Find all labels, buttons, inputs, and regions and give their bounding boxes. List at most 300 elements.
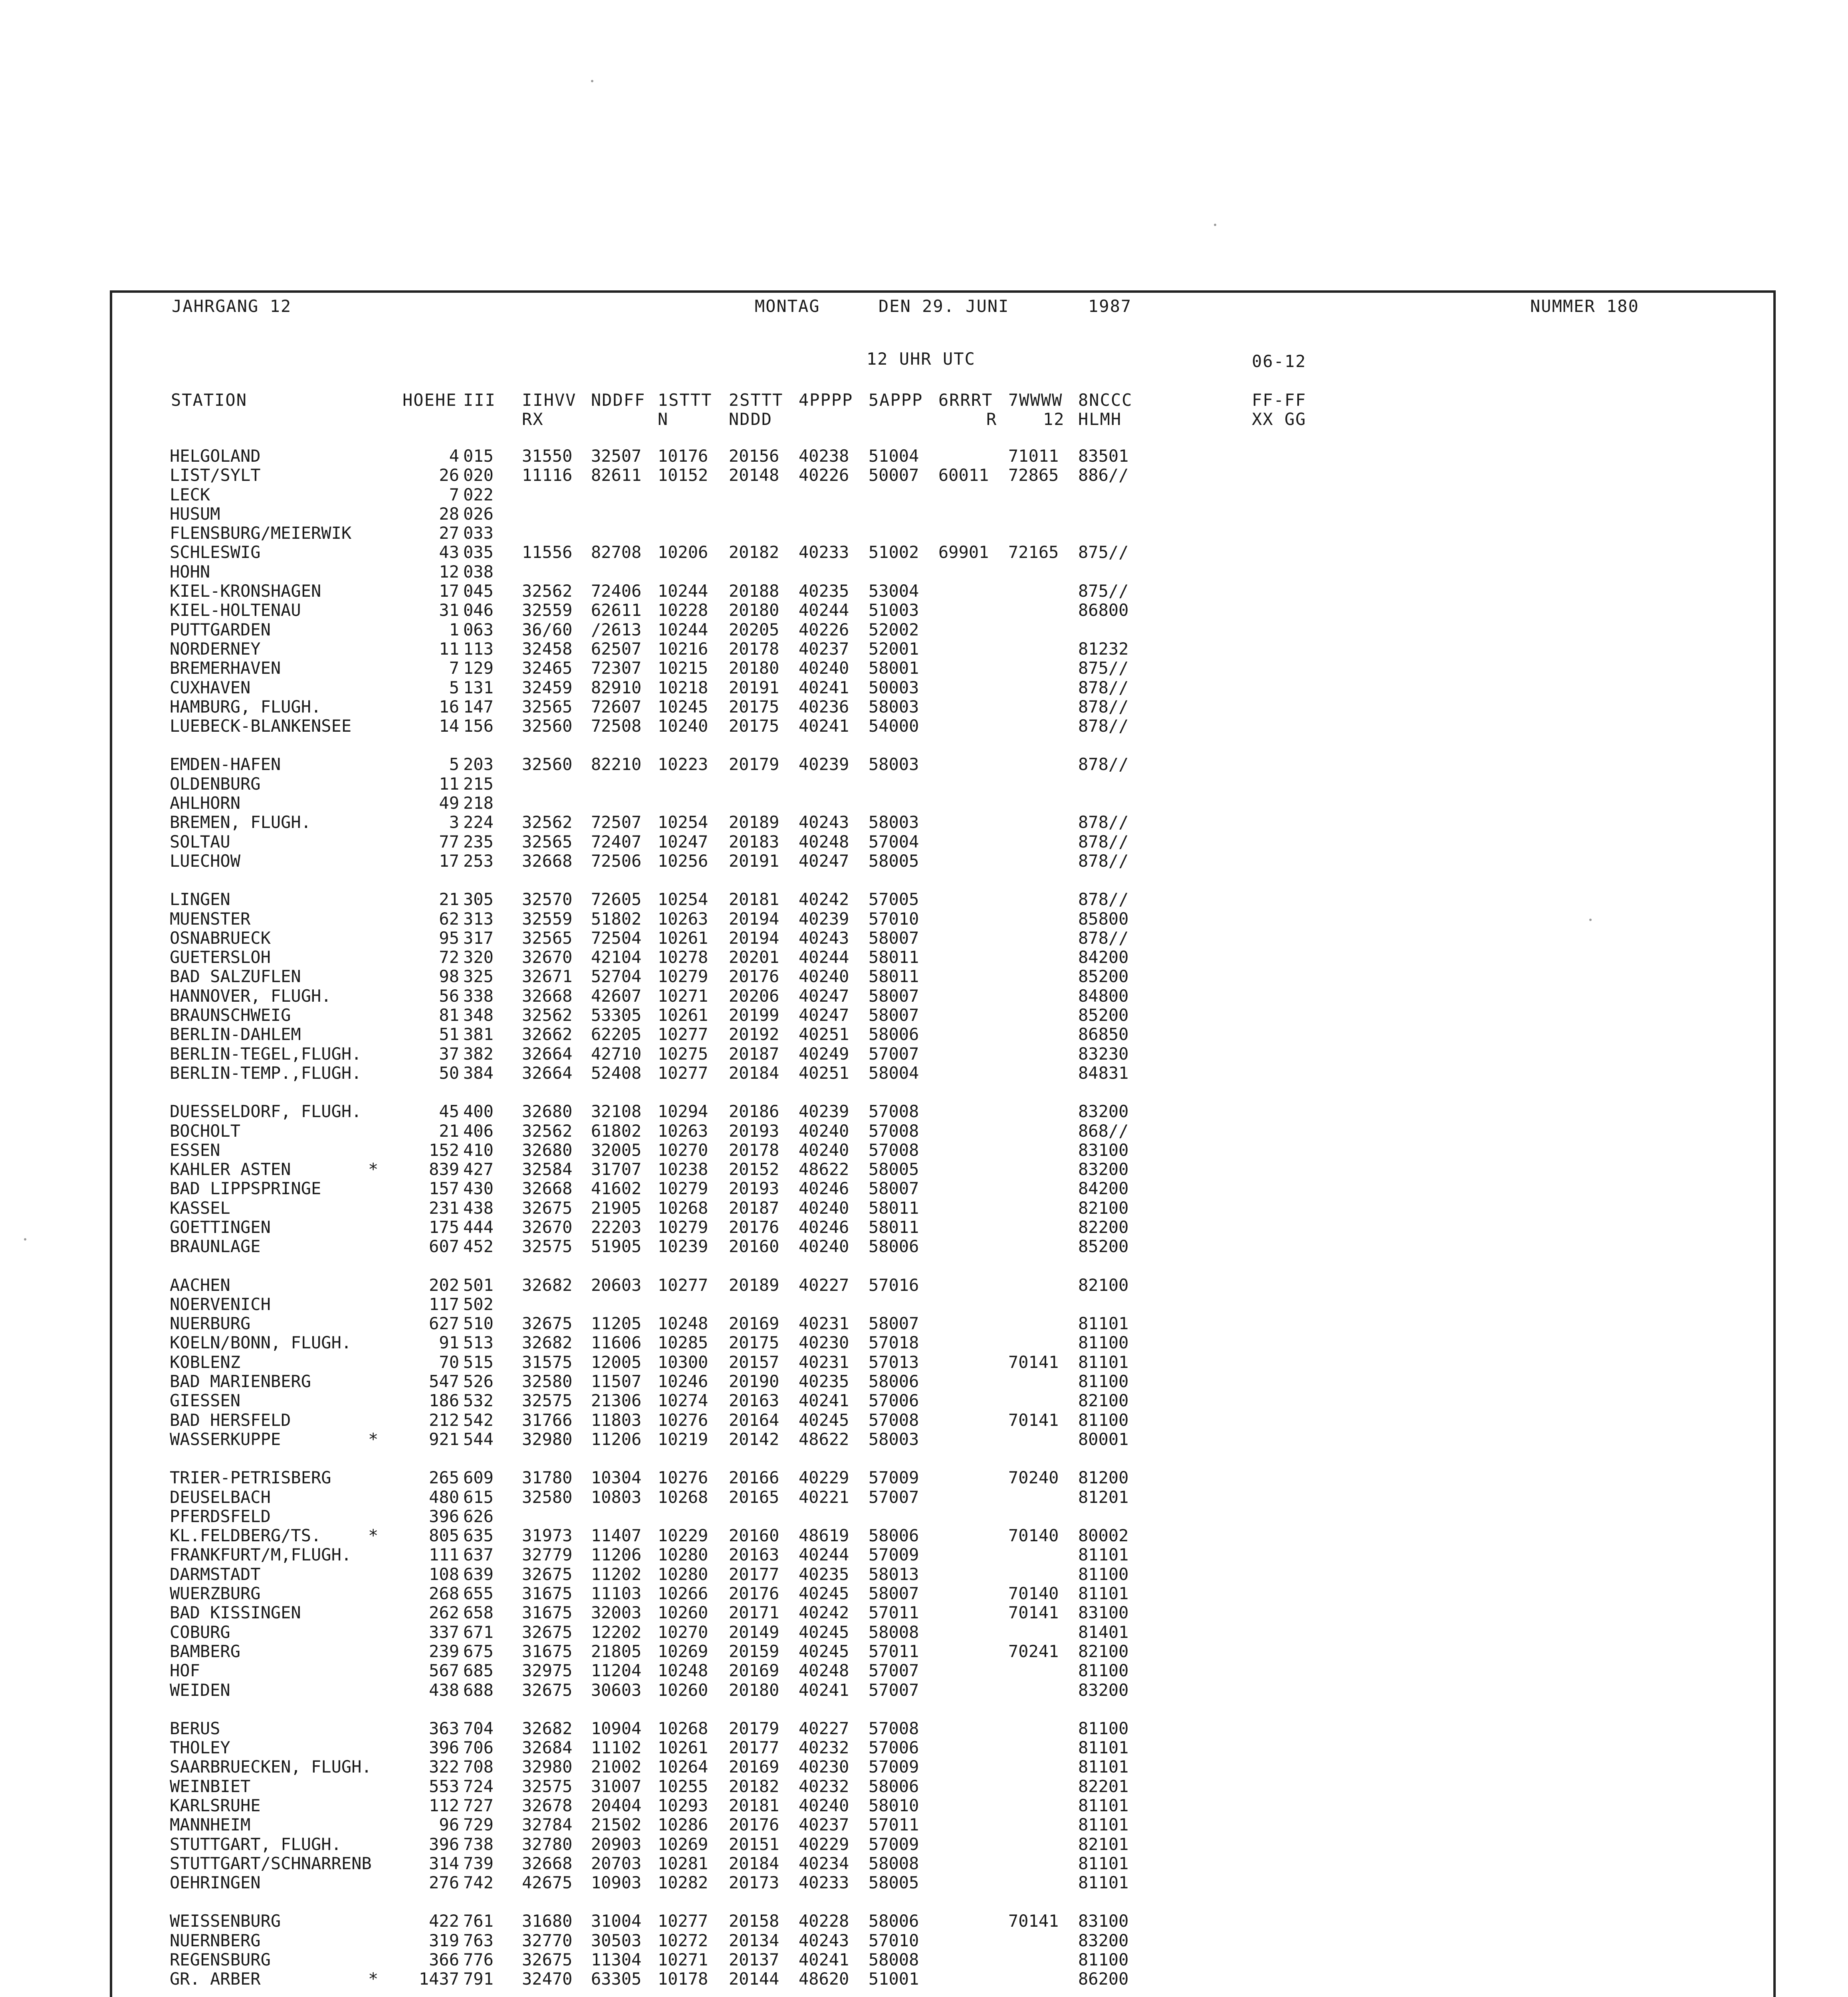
station-number: 655	[463, 1584, 494, 1604]
station-height: 839	[429, 1159, 459, 1179]
station-name: BOCHOLT	[170, 1121, 241, 1141]
station-number: 739	[463, 1853, 494, 1873]
cell-4pppp: 40240	[799, 967, 849, 987]
station-number: 688	[463, 1680, 494, 1700]
station-number: 348	[463, 1005, 494, 1025]
cell-4pppp: 40238	[799, 446, 849, 466]
cell-iihvv: 31780	[522, 1468, 573, 1488]
station-name: WEISSENBURG	[170, 1911, 281, 1931]
cell-nddff: 11205	[591, 1314, 642, 1334]
cell-5appp: 57018	[868, 1333, 919, 1353]
cell-4pppp: 40239	[799, 909, 849, 929]
station-row	[170, 524, 1368, 543]
cell-nddff: 21805	[591, 1641, 642, 1661]
cell-6rrrt: 60011	[938, 465, 989, 485]
station-row	[170, 1295, 1368, 1314]
station-row	[170, 1333, 1368, 1352]
station-number: 046	[463, 600, 494, 620]
station-number: 033	[463, 523, 494, 543]
station-height: 12	[439, 562, 459, 582]
cell-2sttt: 20160	[729, 1526, 779, 1546]
station-height: 314	[429, 1853, 459, 1873]
station-height: 51	[439, 1024, 459, 1044]
cell-5appp: 58005	[868, 1159, 919, 1179]
station-height: 45	[439, 1102, 459, 1122]
cell-nddff: 82910	[591, 677, 642, 697]
station-name: DEUSELBACH	[170, 1487, 271, 1507]
station-height: 49	[439, 793, 459, 813]
station-name: BAD MARIENBERG	[170, 1372, 311, 1392]
cell-8nccc: 81232	[1078, 639, 1129, 659]
cell-1sttt: 10277	[658, 1275, 708, 1295]
cell-iihvv: 32565	[522, 832, 573, 852]
cell-8nccc: 85200	[1078, 1237, 1129, 1257]
cell-iihvv: 32779	[522, 1545, 573, 1565]
cell-5appp: 51004	[868, 446, 919, 466]
station-name: HUSUM	[170, 504, 220, 524]
station-row	[170, 1199, 1368, 1218]
cell-1sttt: 10260	[658, 1603, 708, 1623]
station-height: 26	[439, 465, 459, 485]
station-height: 396	[429, 1834, 459, 1854]
station-number: 515	[463, 1352, 494, 1372]
cell-nddff: 11803	[591, 1410, 642, 1430]
cell-1sttt: 10269	[658, 1834, 708, 1854]
station-height: 337	[429, 1622, 459, 1642]
station-name: AHLHORN	[170, 793, 241, 813]
cell-5appp: 58011	[868, 1198, 919, 1218]
cell-5appp: 52002	[868, 619, 919, 639]
cell-2sttt: 20180	[729, 1680, 779, 1700]
cell-4pppp: 40234	[799, 1853, 849, 1873]
cell-1sttt: 10261	[658, 1738, 708, 1758]
station-height: 108	[429, 1564, 459, 1584]
station-height: 422	[429, 1911, 459, 1931]
cell-8nccc: 82100	[1078, 1275, 1129, 1295]
col-1sttt: 1STTT	[658, 390, 712, 410]
cell-2sttt: 20175	[729, 1333, 779, 1353]
station-height: 96	[439, 1815, 459, 1835]
station-height: 276	[429, 1873, 459, 1893]
station-name: REGENSBURG	[170, 1950, 271, 1970]
cell-4pppp: 40241	[799, 1680, 849, 1700]
cell-iihvv: 32682	[522, 1718, 573, 1738]
station-row	[170, 1931, 1368, 1950]
station-row	[170, 1777, 1368, 1796]
cell-nddff: 72407	[591, 832, 642, 852]
cell-iihvv: 32980	[522, 1757, 573, 1777]
cell-8nccc: 83230	[1078, 1044, 1129, 1064]
cell-4pppp: 40246	[799, 1217, 849, 1237]
station-number: 708	[463, 1757, 494, 1777]
cell-4pppp: 40230	[799, 1333, 849, 1353]
station-row	[170, 485, 1368, 504]
station-row	[170, 1526, 1368, 1545]
station-number: 045	[463, 581, 494, 601]
cell-nddff: 10803	[591, 1487, 642, 1507]
cell-2sttt: 20184	[729, 1063, 779, 1083]
station-name: ESSEN	[170, 1140, 220, 1160]
cell-5appp: 57007	[868, 1044, 919, 1064]
station-name: BERUS	[170, 1718, 220, 1738]
station-number: 063	[463, 619, 494, 639]
station-number: 305	[463, 889, 494, 909]
cell-1sttt: 10238	[658, 1159, 708, 1179]
cell-5appp: 58006	[868, 1526, 919, 1546]
cell-5appp: 58003	[868, 754, 919, 774]
cell-5appp: 58003	[868, 812, 919, 832]
station-number: 742	[463, 1873, 494, 1893]
cell-8nccc: 81100	[1078, 1564, 1129, 1584]
station-height: 117	[429, 1294, 459, 1314]
station-row	[170, 1353, 1368, 1372]
station-number: 444	[463, 1217, 494, 1237]
date-label: DEN 29. JUNI	[878, 296, 1009, 316]
station-row	[170, 1757, 1368, 1777]
cell-5appp: 58008	[868, 1853, 919, 1873]
station-name: AACHEN	[170, 1275, 230, 1295]
cell-4pppp: 40227	[799, 1275, 849, 1295]
station-height: 11	[439, 774, 459, 794]
cell-5appp: 58007	[868, 928, 919, 948]
station-row	[170, 1545, 1368, 1564]
cell-nddff: 72605	[591, 889, 642, 909]
cell-iihvv: 11116	[522, 465, 573, 485]
cell-5appp: 57011	[868, 1603, 919, 1623]
cell-8nccc: 82100	[1078, 1641, 1129, 1661]
cell-1sttt: 10218	[658, 677, 708, 697]
cell-nddff: 62611	[591, 600, 642, 620]
station-height: 70	[439, 1352, 459, 1372]
cell-8nccc: 84200	[1078, 947, 1129, 967]
station-number: 313	[463, 909, 494, 929]
cell-2sttt: 20182	[729, 1776, 779, 1796]
cell-4pppp: 40239	[799, 1102, 849, 1122]
cell-1sttt: 10277	[658, 1063, 708, 1083]
cell-4pppp: 40245	[799, 1641, 849, 1661]
cell-5appp: 57006	[868, 1738, 919, 1758]
station-height: 268	[429, 1584, 459, 1604]
cell-iihvv: 32682	[522, 1333, 573, 1353]
cell-2sttt: 20183	[729, 832, 779, 852]
cell-1sttt: 10277	[658, 1024, 708, 1044]
station-height: 28	[439, 504, 459, 524]
station-name: STUTTGART/SCHNARRENB	[170, 1853, 372, 1873]
station-height: 152	[429, 1140, 459, 1160]
cell-8nccc: 875//	[1078, 658, 1129, 678]
station-row	[170, 1854, 1368, 1873]
station-row	[170, 852, 1368, 871]
cell-1sttt: 10240	[658, 716, 708, 736]
cell-2sttt: 20178	[729, 1140, 779, 1160]
cell-4pppp: 40235	[799, 581, 849, 601]
station-number: 729	[463, 1815, 494, 1835]
station-height: 5	[449, 754, 459, 774]
station-row	[170, 582, 1368, 601]
cell-7wwww: 70141	[1008, 1352, 1059, 1372]
station-name: BREMERHAVEN	[170, 658, 281, 678]
cell-4pppp: 40227	[799, 1718, 849, 1738]
cell-5appp: 58007	[868, 1584, 919, 1604]
station-number: 224	[463, 812, 494, 832]
cell-8nccc: 83100	[1078, 1140, 1129, 1160]
station-number: 218	[463, 793, 494, 813]
station-row	[170, 890, 1368, 909]
cell-2sttt: 20177	[729, 1564, 779, 1584]
station-height: 480	[429, 1487, 459, 1507]
station-row	[170, 1873, 1368, 1892]
station-number: 791	[463, 1969, 494, 1989]
cell-2sttt: 20160	[729, 1237, 779, 1257]
cell-2sttt: 20159	[729, 1641, 779, 1661]
cell-8nccc: 86200	[1078, 1969, 1129, 1989]
cell-1sttt: 10244	[658, 619, 708, 639]
cell-iihvv: 42675	[522, 1873, 573, 1893]
cell-1sttt: 10269	[658, 1641, 708, 1661]
cell-nddff: 63305	[591, 1969, 642, 1989]
cell-8nccc: 81201	[1078, 1487, 1129, 1507]
cell-5appp: 58010	[868, 1796, 919, 1815]
cell-2sttt: 20171	[729, 1603, 779, 1623]
station-height: 231	[429, 1198, 459, 1218]
cell-1sttt: 10268	[658, 1487, 708, 1507]
scan-speck	[1589, 919, 1592, 921]
cell-8nccc: 83501	[1078, 446, 1129, 466]
cell-2sttt: 20158	[729, 1911, 779, 1931]
cell-iihvv: 32680	[522, 1140, 573, 1160]
cell-nddff: 10903	[591, 1873, 642, 1893]
cell-1sttt: 10247	[658, 832, 708, 852]
cell-nddff: 72506	[591, 851, 642, 871]
station-name: BRAUNLAGE	[170, 1237, 261, 1257]
station-height: 627	[429, 1314, 459, 1334]
cell-1sttt: 10272	[658, 1930, 708, 1950]
station-height: 31	[439, 600, 459, 620]
cell-4pppp: 40240	[799, 1198, 849, 1218]
station-row	[170, 601, 1368, 620]
col-hoehe: HOEHE	[403, 390, 457, 410]
col-station: STATION	[171, 390, 248, 410]
cell-iihvv: 32980	[522, 1429, 573, 1449]
col-ff: FF-FF	[1252, 390, 1307, 410]
cell-nddff: 20603	[591, 1275, 642, 1295]
station-number: 615	[463, 1487, 494, 1507]
cell-8nccc: 83100	[1078, 1603, 1129, 1623]
station-row	[170, 929, 1368, 948]
station-name: OSNABRUECK	[170, 928, 271, 948]
cell-1sttt: 10245	[658, 697, 708, 717]
station-name: EMDEN-HAFEN	[170, 754, 281, 774]
cell-1sttt: 10293	[658, 1796, 708, 1815]
cell-nddff: 12202	[591, 1622, 642, 1642]
cell-4pppp: 40239	[799, 754, 849, 774]
cell-1sttt: 10206	[658, 542, 708, 562]
cell-iihvv: 32675	[522, 1198, 573, 1218]
cell-5appp: 51001	[868, 1969, 919, 1989]
cell-8nccc: 82101	[1078, 1834, 1129, 1854]
station-row	[170, 717, 1368, 736]
cell-iihvv: 32559	[522, 909, 573, 929]
station-height: 157	[429, 1179, 459, 1199]
col-2sttt: 2STTT	[729, 390, 783, 410]
cell-1sttt: 10279	[658, 1179, 708, 1199]
station-name: WUERZBURG	[170, 1584, 261, 1604]
cell-1sttt: 10228	[658, 600, 708, 620]
cell-4pppp: 40243	[799, 928, 849, 948]
col-6rrrt: 6RRRT	[938, 390, 993, 410]
cell-iihvv: 32662	[522, 1024, 573, 1044]
cell-1sttt: 10268	[658, 1718, 708, 1738]
cell-2sttt: 20176	[729, 1584, 779, 1604]
cell-nddff: 41602	[591, 1179, 642, 1199]
station-row	[170, 1835, 1368, 1854]
station-height: 91	[439, 1333, 459, 1353]
cell-4pppp: 48622	[799, 1429, 849, 1449]
cell-1sttt: 10229	[658, 1526, 708, 1546]
station-number: 658	[463, 1603, 494, 1623]
cell-iihvv: 32664	[522, 1044, 573, 1064]
station-number: 022	[463, 484, 494, 504]
cell-iihvv: 32580	[522, 1487, 573, 1507]
cell-iihvv: 32975	[522, 1661, 573, 1681]
cell-2sttt: 20186	[729, 1102, 779, 1122]
cell-2sttt: 20134	[729, 1930, 779, 1950]
station-height: 322	[429, 1757, 459, 1777]
cell-8nccc: 80001	[1078, 1429, 1129, 1449]
cell-nddff: 11103	[591, 1584, 642, 1604]
cell-1sttt: 10277	[658, 1911, 708, 1931]
cell-4pppp: 40240	[799, 1140, 849, 1160]
station-name: THOLEY	[170, 1738, 230, 1758]
station-name: BERLIN-TEGEL,FLUGH.	[170, 1044, 362, 1064]
station-name: LUEBECK-BLANKENSEE	[170, 716, 352, 736]
cell-5appp: 58013	[868, 1564, 919, 1584]
cell-iihvv: 31675	[522, 1603, 573, 1623]
cell-1sttt: 10275	[658, 1044, 708, 1064]
station-name: SCHLESWIG	[170, 542, 261, 562]
cell-4pppp: 40240	[799, 1121, 849, 1141]
cell-5appp: 58007	[868, 1179, 919, 1199]
cell-2sttt: 20181	[729, 889, 779, 909]
cell-iihvv: 32570	[522, 889, 573, 909]
cell-5appp: 57006	[868, 1391, 919, 1411]
station-number: 427	[463, 1159, 494, 1179]
issue-number: NUMMER 180	[1530, 296, 1639, 316]
station-row	[170, 1815, 1368, 1834]
station-row	[170, 1141, 1368, 1160]
cell-8nccc: 81101	[1078, 1352, 1129, 1372]
cell-nddff: 10304	[591, 1468, 642, 1488]
station-number: 637	[463, 1545, 494, 1565]
station-number: 015	[463, 446, 494, 466]
station-number: 038	[463, 562, 494, 582]
cell-1sttt: 10219	[658, 1429, 708, 1449]
station-height: 438	[429, 1680, 459, 1700]
cell-7wwww: 71011	[1008, 446, 1059, 466]
col-1sttt-sub: N	[658, 409, 669, 429]
cell-1sttt: 10271	[658, 1950, 708, 1970]
station-height: 396	[429, 1506, 459, 1526]
cell-nddff: 42104	[591, 947, 642, 967]
cell-5appp: 58006	[868, 1372, 919, 1392]
cell-8nccc: 875//	[1078, 581, 1129, 601]
cell-2sttt: 20156	[729, 446, 779, 466]
cell-iihvv: 32668	[522, 1853, 573, 1873]
station-row	[170, 987, 1368, 1006]
cell-1sttt: 10270	[658, 1622, 708, 1642]
station-name: GUETERSLOH	[170, 947, 271, 967]
cell-2sttt: 20199	[729, 1005, 779, 1025]
cell-4pppp: 40237	[799, 639, 849, 659]
cell-5appp: 57008	[868, 1121, 919, 1141]
cell-4pppp: 40248	[799, 832, 849, 852]
cell-nddff: 11102	[591, 1738, 642, 1758]
scan-speck	[24, 1238, 26, 1241]
cell-iihvv: 32675	[522, 1314, 573, 1334]
station-number: 020	[463, 465, 494, 485]
cell-nddff: 11206	[591, 1429, 642, 1449]
station-number: 671	[463, 1622, 494, 1642]
station-row	[170, 1969, 1368, 1989]
cell-2sttt: 20178	[729, 639, 779, 659]
cell-5appp: 58006	[868, 1911, 919, 1931]
station-group	[170, 1912, 1368, 1989]
col-iihvv-sub: RX	[522, 409, 544, 429]
cell-8nccc: 83100	[1078, 1911, 1129, 1931]
station-row	[170, 697, 1368, 717]
col-7wwww-sub: 12	[1043, 409, 1065, 429]
cell-2sttt: 20179	[729, 1718, 779, 1738]
cell-nddff: 21905	[591, 1198, 642, 1218]
cell-2sttt: 20205	[729, 619, 779, 639]
cell-8nccc: 81100	[1078, 1333, 1129, 1353]
col-ff-sub: XX GG	[1252, 409, 1307, 429]
cell-iihvv: 32671	[522, 967, 573, 987]
cell-4pppp: 40240	[799, 1796, 849, 1815]
cell-iihvv: 32668	[522, 851, 573, 871]
cell-4pppp: 40247	[799, 851, 849, 871]
cell-4pppp: 40229	[799, 1834, 849, 1854]
station-height: 239	[429, 1641, 459, 1661]
station-number: 438	[463, 1198, 494, 1218]
cell-1sttt: 10216	[658, 639, 708, 659]
cell-7wwww: 70240	[1008, 1468, 1059, 1488]
station-number: 338	[463, 986, 494, 1006]
cell-nddff: 72504	[591, 928, 642, 948]
col-5appp: 5APPP	[868, 390, 923, 410]
cell-4pppp: 40228	[799, 1911, 849, 1931]
cell-4pppp: 40233	[799, 542, 849, 562]
cell-8nccc: 82100	[1078, 1198, 1129, 1218]
cell-2sttt: 20142	[729, 1429, 779, 1449]
cell-iihvv: 31675	[522, 1584, 573, 1604]
cell-nddff: 30603	[591, 1680, 642, 1700]
cell-iihvv: 32668	[522, 986, 573, 1006]
cell-2sttt: 20187	[729, 1198, 779, 1218]
cell-nddff: 31004	[591, 1911, 642, 1931]
cell-2sttt: 20180	[729, 658, 779, 678]
cell-1sttt: 10248	[658, 1661, 708, 1681]
cell-1sttt: 10279	[658, 1217, 708, 1237]
station-row	[170, 543, 1368, 562]
cell-2sttt: 20192	[729, 1024, 779, 1044]
cell-iihvv: 32670	[522, 947, 573, 967]
station-height: 547	[429, 1372, 459, 1392]
station-number: 253	[463, 851, 494, 871]
station-height: 265	[429, 1468, 459, 1488]
cell-nddff: 52704	[591, 967, 642, 987]
cell-5appp: 57008	[868, 1718, 919, 1738]
